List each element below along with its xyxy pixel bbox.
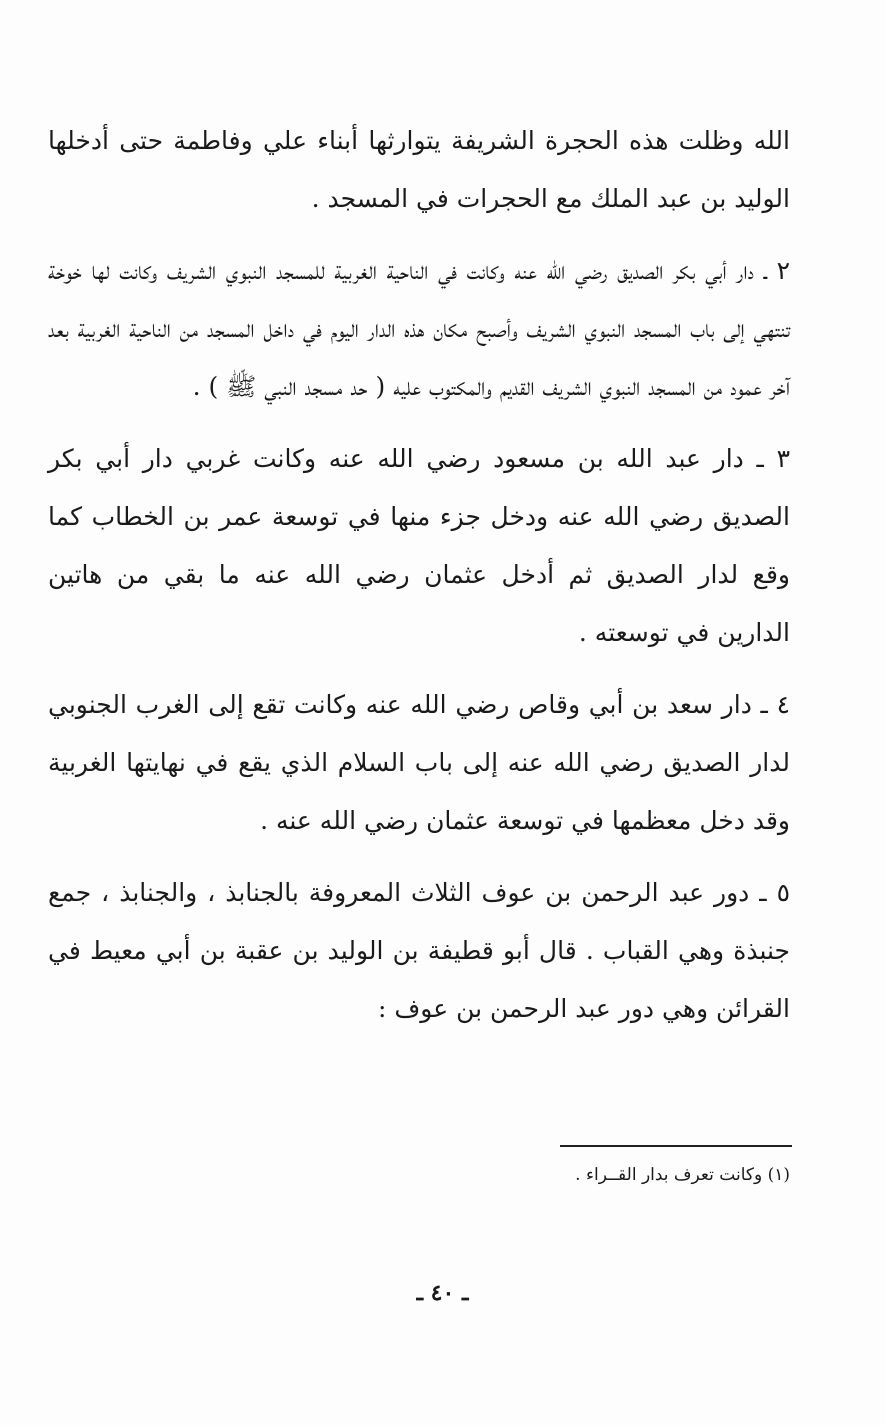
paragraph-3: ٣ ـ دار عبد الله بن مسعود رضي الله عنه وكانت غربي دار أبي بكر الصديق رضي الله عنه ودخل جزء منها في توسعة عمر بن الخطاب كما وقع لدار الصديق ثم أدخل عثمان رضي الله عنه ما بقي من هاتين الدارين في توسعته .	[48, 444, 790, 647]
paragraph-5: ٥ ـ دور عبد الرحمن بن عوف الثلاث المعروفة بالجنابذ ، والجنابذ ، جمع جنبذة وهي القباب . قال أبو قطيفة بن الوليد بن عقبة بن أبي معيط في القرائن وهي دور عبد الرحمن بن عوف :	[48, 878, 790, 1023]
paragraph-2: ٢ ـ دار أبي بكر الصديق رضي الله عنه وكانت في الناحية الغربية للمسجد النبوي الشريف وكانت لها خوخة تنتهي إلى باب المسجد النبوي الشريف وأصبح مكان هذه الدار اليوم في داخل المسجد من الناحية الغربية بعد آخر عمود من المسجد النبوي الشريف القديم والمكتوب عليه ( حد مسجد النبي ﷺ ) .	[48, 256, 790, 401]
paragraph-1: الله وظلت هذه الحجرة الشريفة يتوارثها أبناء علي وفاطمة حتى أدخلها الوليد بن عبد الملك مع الحجرات في المسجد .	[48, 126, 790, 213]
paragraph-4: ٤ ـ دار سعد بن أبي وقاص رضي الله عنه وكانت تقع إلى الغرب الجنوبي لدار الصديق رضي الله عنه إلى باب السلام الذي يقع في نهايتها الغربية وقد دخل معظمها في توسعة عثمان رضي الله عنه .	[48, 690, 790, 835]
footnote: (١) وكانت تعرف بدار القــراء .	[575, 1165, 790, 1185]
page-number: ـ ٤٠ ـ	[416, 1280, 469, 1306]
main-text	[48, 112, 790, 1038]
footnote-divider	[560, 1145, 792, 1147]
